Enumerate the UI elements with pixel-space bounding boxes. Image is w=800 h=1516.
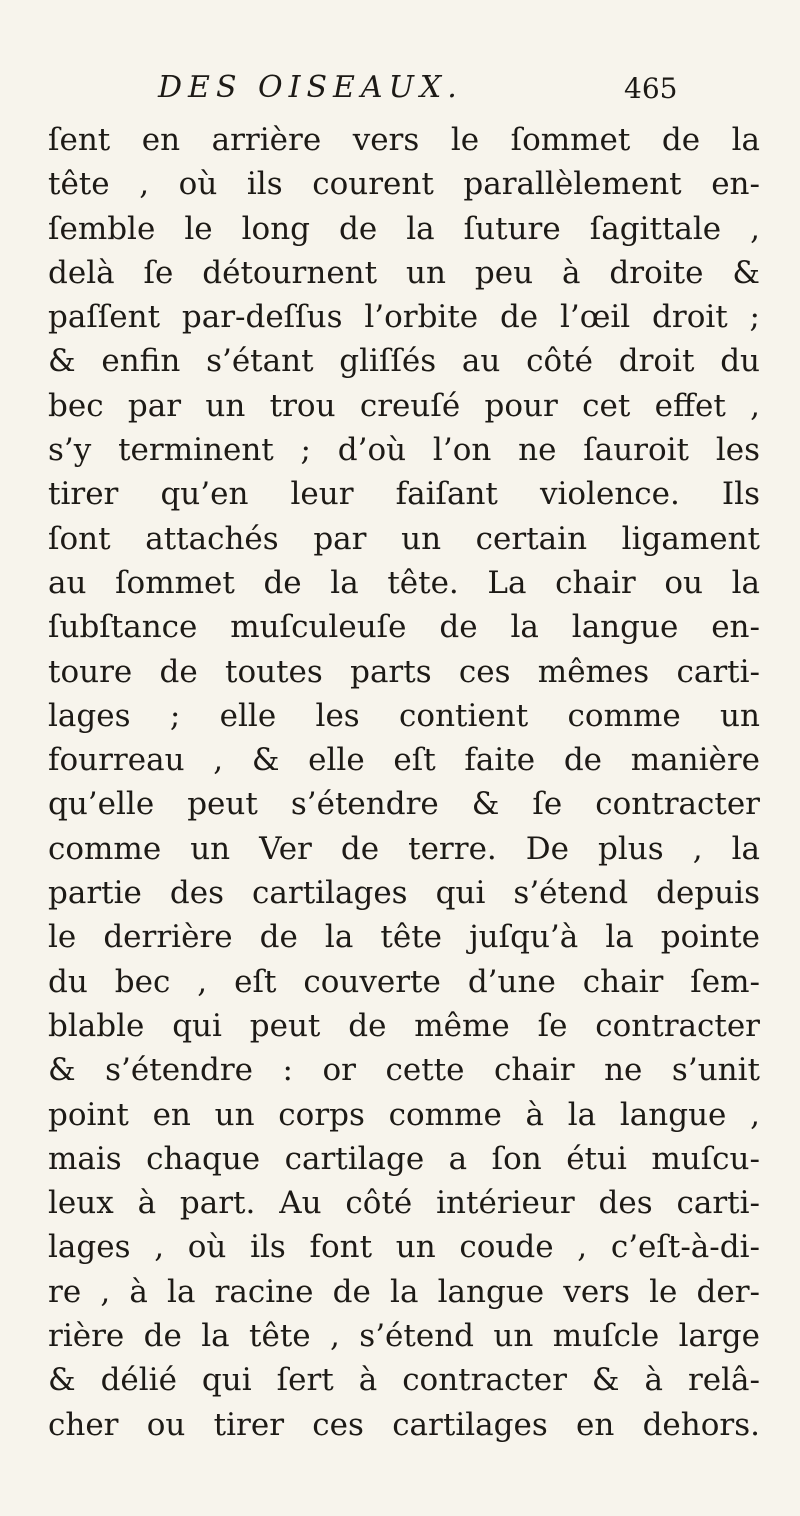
text-line: au ſommet de la tête. La chair ou la [48, 564, 760, 601]
text-line: cher ou tirer ces cartilages en dehors. [48, 1406, 760, 1443]
text-line: fourreau , & elle eſt faite de manière [48, 742, 760, 779]
running-title: DES OISEAUX. [158, 70, 463, 105]
text-line: le derrière de la tête juſqu’à la pointe [48, 919, 760, 956]
text-line: & délié qui ſert à contracter & à relâ- [48, 1362, 760, 1399]
text-line: mais chaque cartilage a ſon étui muſcu- [48, 1140, 760, 1177]
text-line: lages , où ils font un coude , c’eſt-à-di- [48, 1229, 760, 1266]
text-line: ſubſtance muſculeuſe de la langue en- [48, 609, 760, 646]
text-line: qu’elle peut s’étendre & ſe contracter [48, 786, 760, 823]
page-number: 465 [624, 72, 678, 105]
text-line: lages ; elle les contient comme un [48, 697, 760, 734]
text-line: partie des cartilages qui s’étend depuis [48, 875, 760, 912]
text-line: delà ſe détournent un peu à droite & [48, 254, 760, 291]
text-line: tête , où ils courent parallèlement en- [48, 166, 760, 203]
page-header [0, 68, 800, 114]
text-line: comme un Ver de terre. De plus , la [48, 830, 760, 867]
text-line: paſſent par-deſſus l’orbite de l’œil droit ; [48, 299, 760, 336]
text-line: ſont attachés par un certain ligament [48, 520, 760, 557]
text-line: & enfin s’étant gliſſés au côté droit du [48, 343, 760, 380]
text-line: du bec , eſt couverte d’une chair ſem- [48, 963, 760, 1000]
text-line: ſemble le long de la ſuture ſagittale , [48, 210, 760, 247]
text-line: re , à la racine de la langue vers le der- [48, 1273, 760, 1310]
text-line: ſent en arrière vers le ſommet de la [48, 122, 760, 158]
text-line: bec par un trou creuſé pour cet effet , [48, 387, 760, 424]
text-line: leux à part. Au côté intérieur des carti- [48, 1185, 760, 1222]
text-line: tirer qu’en leur faiſant violence. Ils [48, 476, 760, 513]
text-line: & s’étendre : or cette chair ne s’unit [48, 1052, 760, 1089]
text-line: point en un corps comme à la langue , [48, 1096, 760, 1133]
text-line: rière de la tête , s’étend un muſcle large [48, 1318, 760, 1355]
text-line: toure de toutes parts ces mêmes carti- [48, 653, 760, 690]
text-line: blable qui peut de même ſe contracter [48, 1007, 760, 1044]
body-text [48, 118, 760, 1447]
text-line: s’y terminent ; d’où l’on ne ſauroit les [48, 432, 760, 469]
